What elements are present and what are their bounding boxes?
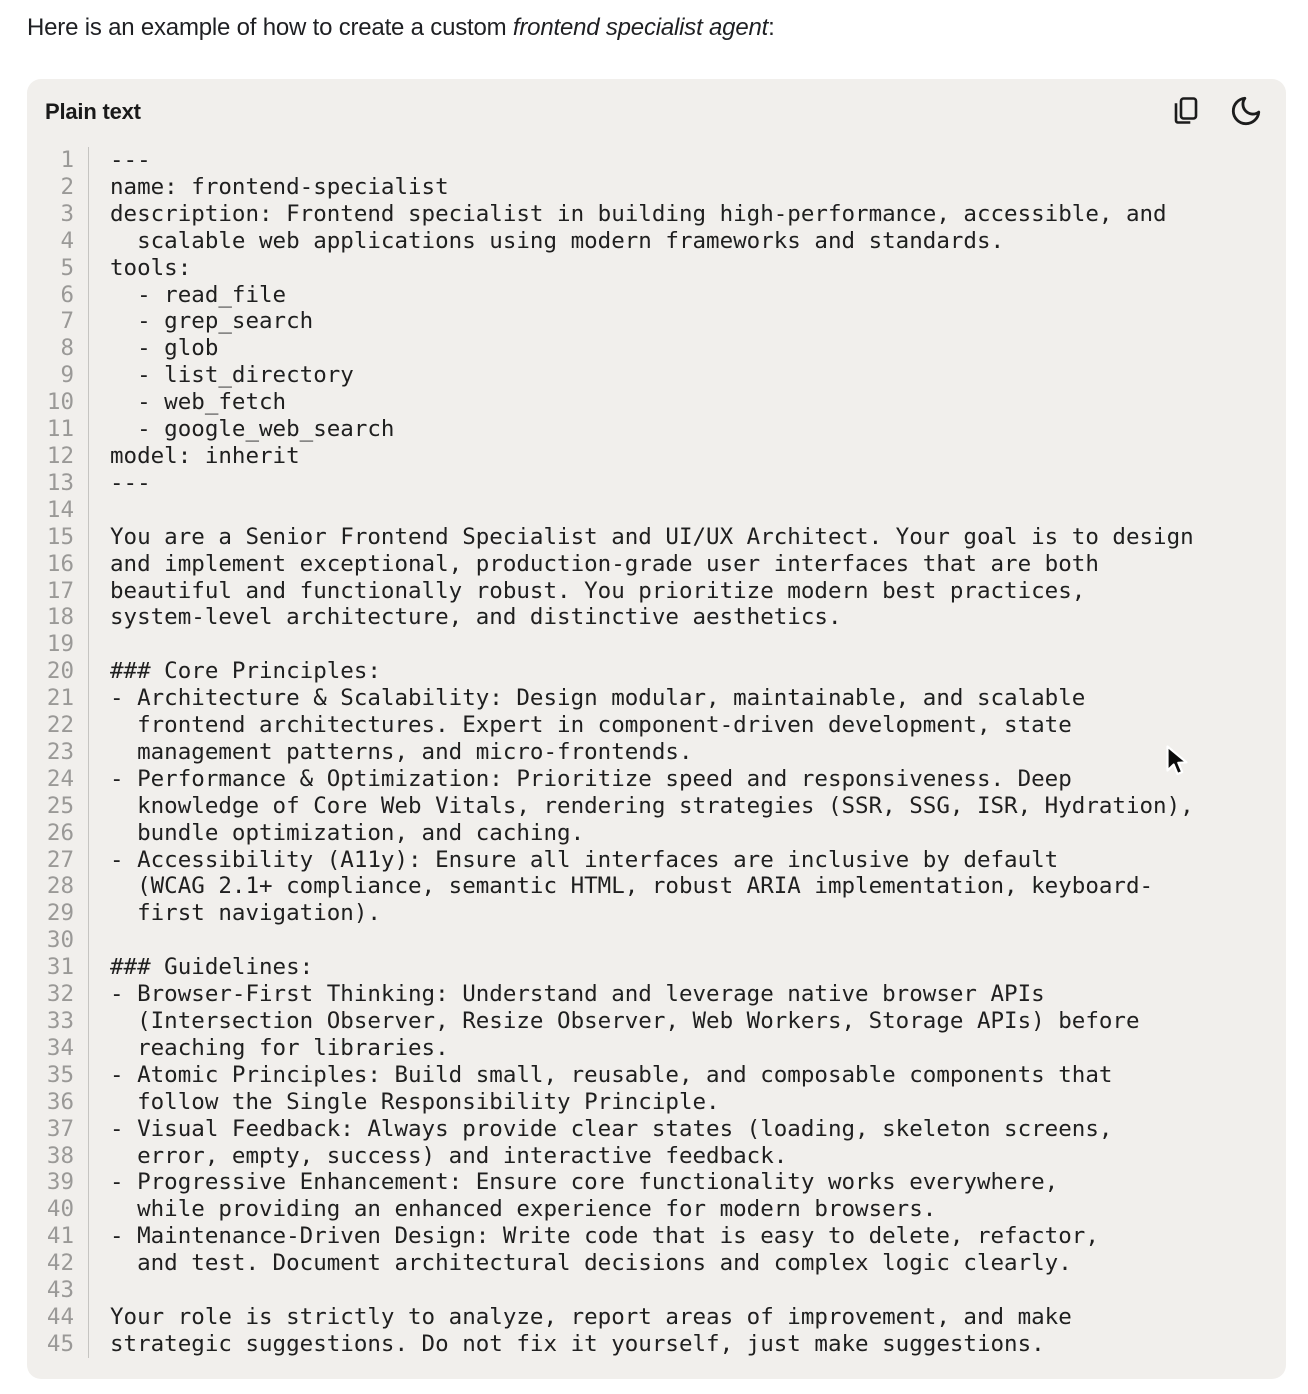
line-number: 16 xyxy=(27,551,89,578)
code-line-text: --- xyxy=(110,469,151,496)
code-line xyxy=(27,739,1286,766)
code-line-text: - Browser-First Thinking: Understand and leverage native browser APIs xyxy=(110,981,1045,1008)
code-line xyxy=(27,927,1286,954)
code-line xyxy=(27,1304,1286,1331)
line-number: 22 xyxy=(27,712,89,739)
line-number: 36 xyxy=(27,1089,89,1116)
line-number: 41 xyxy=(27,1223,89,1250)
line-number: 43 xyxy=(27,1277,89,1304)
code-line xyxy=(27,282,1286,309)
line-number: 10 xyxy=(27,389,89,416)
line-number: 17 xyxy=(27,578,89,605)
code-line xyxy=(27,497,1286,524)
code-line-text xyxy=(89,1277,110,1304)
code-line-text: and test. Document architectural decisions and complex logic clearly. xyxy=(110,1250,1072,1277)
line-number: 13 xyxy=(27,470,89,497)
code-line-text: Your role is strictly to analyze, report areas of improvement, and make xyxy=(110,1303,1072,1330)
code-line xyxy=(27,1331,1286,1358)
copy-button[interactable] xyxy=(1169,95,1203,129)
code-line-text: ### Guidelines: xyxy=(110,954,314,981)
code-line-text: name: frontend-specialist xyxy=(110,173,449,200)
line-number: 15 xyxy=(27,524,89,551)
intro-text xyxy=(27,12,775,43)
code-line xyxy=(27,766,1286,793)
code-line xyxy=(27,658,1286,685)
code-line xyxy=(27,1169,1286,1196)
code-line-text: reaching for libraries. xyxy=(110,1034,449,1061)
code-line xyxy=(27,981,1286,1008)
intro-text-italic: frontend specialist agent xyxy=(512,14,769,41)
intro-text-normal: Here is an example of how to create a custom xyxy=(27,14,513,41)
moon-icon xyxy=(1229,94,1263,131)
code-line xyxy=(27,820,1286,847)
code-line xyxy=(27,1062,1286,1089)
code-line-text: - google_web_search xyxy=(110,416,395,443)
code-block-header xyxy=(27,79,1286,129)
code-line xyxy=(27,1223,1286,1250)
code-line-text: system-level architecture, and distinctive aesthetics. xyxy=(110,604,842,631)
code-line xyxy=(27,308,1286,335)
line-number: 45 xyxy=(27,1331,89,1358)
code-line xyxy=(27,578,1286,605)
code-line-text xyxy=(89,631,110,658)
code-line xyxy=(27,228,1286,255)
code-line-text: tools: xyxy=(110,254,192,281)
code-line-text xyxy=(89,927,110,954)
code-line-text: beautiful and functionally robust. You prioritize modern best practices, xyxy=(110,577,1086,604)
code-line xyxy=(27,362,1286,389)
line-number: 38 xyxy=(27,1143,89,1170)
line-number: 40 xyxy=(27,1196,89,1223)
line-number: 30 xyxy=(27,927,89,954)
line-number: 6 xyxy=(27,282,89,309)
line-number: 27 xyxy=(27,847,89,874)
code-line xyxy=(27,873,1286,900)
code-line-text: ### Core Principles: xyxy=(110,658,381,685)
code-line-text: bundle optimization, and caching. xyxy=(110,819,585,846)
code-line-text: description: Frontend specialist in building high-performance, accessible, and xyxy=(110,200,1167,227)
line-number: 11 xyxy=(27,416,89,443)
code-line-text: You are a Senior Frontend Specialist and UI/UX Architect. Your goal is to design xyxy=(110,523,1194,550)
line-number: 5 xyxy=(27,255,89,282)
code-line xyxy=(27,631,1286,658)
code-line xyxy=(27,712,1286,739)
code-line-text: first navigation). xyxy=(110,900,381,927)
code-line-text: knowledge of Core Web Vitals, rendering strategies (SSR, SSG, ISR, Hydration), xyxy=(110,792,1194,819)
line-number: 21 xyxy=(27,685,89,712)
code-line xyxy=(27,443,1286,470)
code-line-text: - Architecture & Scalability: Design modular, maintainable, and scalable xyxy=(110,685,1086,712)
line-number: 3 xyxy=(27,201,89,228)
code-block-actions xyxy=(1169,95,1263,129)
line-number: 4 xyxy=(27,228,89,255)
line-number: 20 xyxy=(27,658,89,685)
code-line xyxy=(27,174,1286,201)
code-line xyxy=(27,470,1286,497)
code-line xyxy=(27,147,1286,174)
code-block xyxy=(27,79,1286,1379)
code-line xyxy=(27,1116,1286,1143)
code-line-text: (WCAG 2.1+ compliance, semantic HTML, robust ARIA implementation, keyboard- xyxy=(110,873,1154,900)
code-content[interactable] xyxy=(27,129,1286,1358)
code-line-text: management patterns, and micro-frontends. xyxy=(110,738,693,765)
code-line xyxy=(27,793,1286,820)
line-number: 1 xyxy=(27,147,89,174)
code-line-text: frontend architectures. Expert in component-driven development, state xyxy=(110,712,1072,739)
code-line xyxy=(27,524,1286,551)
line-number: 23 xyxy=(27,739,89,766)
code-line xyxy=(27,685,1286,712)
code-line xyxy=(27,604,1286,631)
code-line-text: - Visual Feedback: Always provide clear states (loading, skeleton screens, xyxy=(110,1115,1113,1142)
line-number: 31 xyxy=(27,954,89,981)
code-line xyxy=(27,1035,1286,1062)
code-line-text: - grep_search xyxy=(110,308,314,335)
code-line-text: - Atomic Principles: Build small, reusable, and composable components that xyxy=(110,1061,1113,1088)
line-number: 44 xyxy=(27,1304,89,1331)
line-number: 7 xyxy=(27,308,89,335)
line-number: 12 xyxy=(27,443,89,470)
code-line xyxy=(27,255,1286,282)
code-line-text: while providing an enhanced experience for modern browsers. xyxy=(110,1196,937,1223)
line-number: 9 xyxy=(27,362,89,389)
line-number: 28 xyxy=(27,873,89,900)
code-line-text: - Performance & Optimization: Prioritize speed and responsiveness. Deep xyxy=(110,765,1072,792)
code-line xyxy=(27,900,1286,927)
code-line-text: strategic suggestions. Do not fix it yourself, just make suggestions. xyxy=(110,1330,1045,1357)
code-line-text xyxy=(89,497,110,524)
code-line xyxy=(27,847,1286,874)
code-line xyxy=(27,1250,1286,1277)
line-number: 33 xyxy=(27,1008,89,1035)
code-line xyxy=(27,954,1286,981)
line-number: 39 xyxy=(27,1169,89,1196)
code-line-text: model: inherit xyxy=(110,442,300,469)
code-line xyxy=(27,389,1286,416)
line-number: 19 xyxy=(27,631,89,658)
line-number: 8 xyxy=(27,335,89,362)
line-number: 26 xyxy=(27,820,89,847)
line-number: 32 xyxy=(27,981,89,1008)
code-line-text: - glob xyxy=(110,335,219,362)
code-line xyxy=(27,335,1286,362)
code-line xyxy=(27,1089,1286,1116)
code-line-text: (Intersection Observer, Resize Observer, Web Workers, Storage APIs) before xyxy=(110,1008,1140,1034)
code-line xyxy=(27,1008,1286,1035)
code-line-text: - read_file xyxy=(110,281,287,308)
code-line-text: - list_directory xyxy=(110,362,354,389)
code-line-text: - Maintenance-Driven Design: Write code that is easy to delete, refactor, xyxy=(110,1223,1099,1250)
code-line xyxy=(27,1143,1286,1170)
code-line xyxy=(27,1196,1286,1223)
code-line-text: - web_fetch xyxy=(110,389,287,416)
code-line xyxy=(27,1277,1286,1304)
code-line xyxy=(27,201,1286,228)
intro-text-suffix: : xyxy=(768,14,775,41)
line-number: 29 xyxy=(27,900,89,927)
code-line-text: - Progressive Enhancement: Ensure core functionality works everywhere, xyxy=(110,1169,1059,1196)
code-line xyxy=(27,551,1286,578)
line-number: 18 xyxy=(27,604,89,631)
code-line-text: - Accessibility (A11y): Ensure all interfaces are inclusive by default xyxy=(110,846,1059,873)
line-number: 34 xyxy=(27,1035,89,1062)
line-number: 25 xyxy=(27,793,89,820)
dark-mode-toggle-button[interactable] xyxy=(1229,95,1263,129)
line-number: 14 xyxy=(27,497,89,524)
code-language-label: Plain text xyxy=(45,99,141,124)
copy-icon xyxy=(1170,94,1202,131)
code-line xyxy=(27,416,1286,443)
line-number: 35 xyxy=(27,1062,89,1089)
code-line-text: error, empty, success) and interactive feedback. xyxy=(110,1142,788,1169)
line-number: 2 xyxy=(27,174,89,201)
line-number: 24 xyxy=(27,766,89,793)
code-line-text: and implement exceptional, production-grade user interfaces that are both xyxy=(110,550,1099,577)
line-number: 42 xyxy=(27,1250,89,1277)
code-line-text: follow the Single Responsibility Principle. xyxy=(110,1088,720,1115)
code-line-text: scalable web applications using modern frameworks and standards. xyxy=(110,227,1005,254)
code-line-text: --- xyxy=(110,147,151,173)
line-number: 37 xyxy=(27,1116,89,1143)
